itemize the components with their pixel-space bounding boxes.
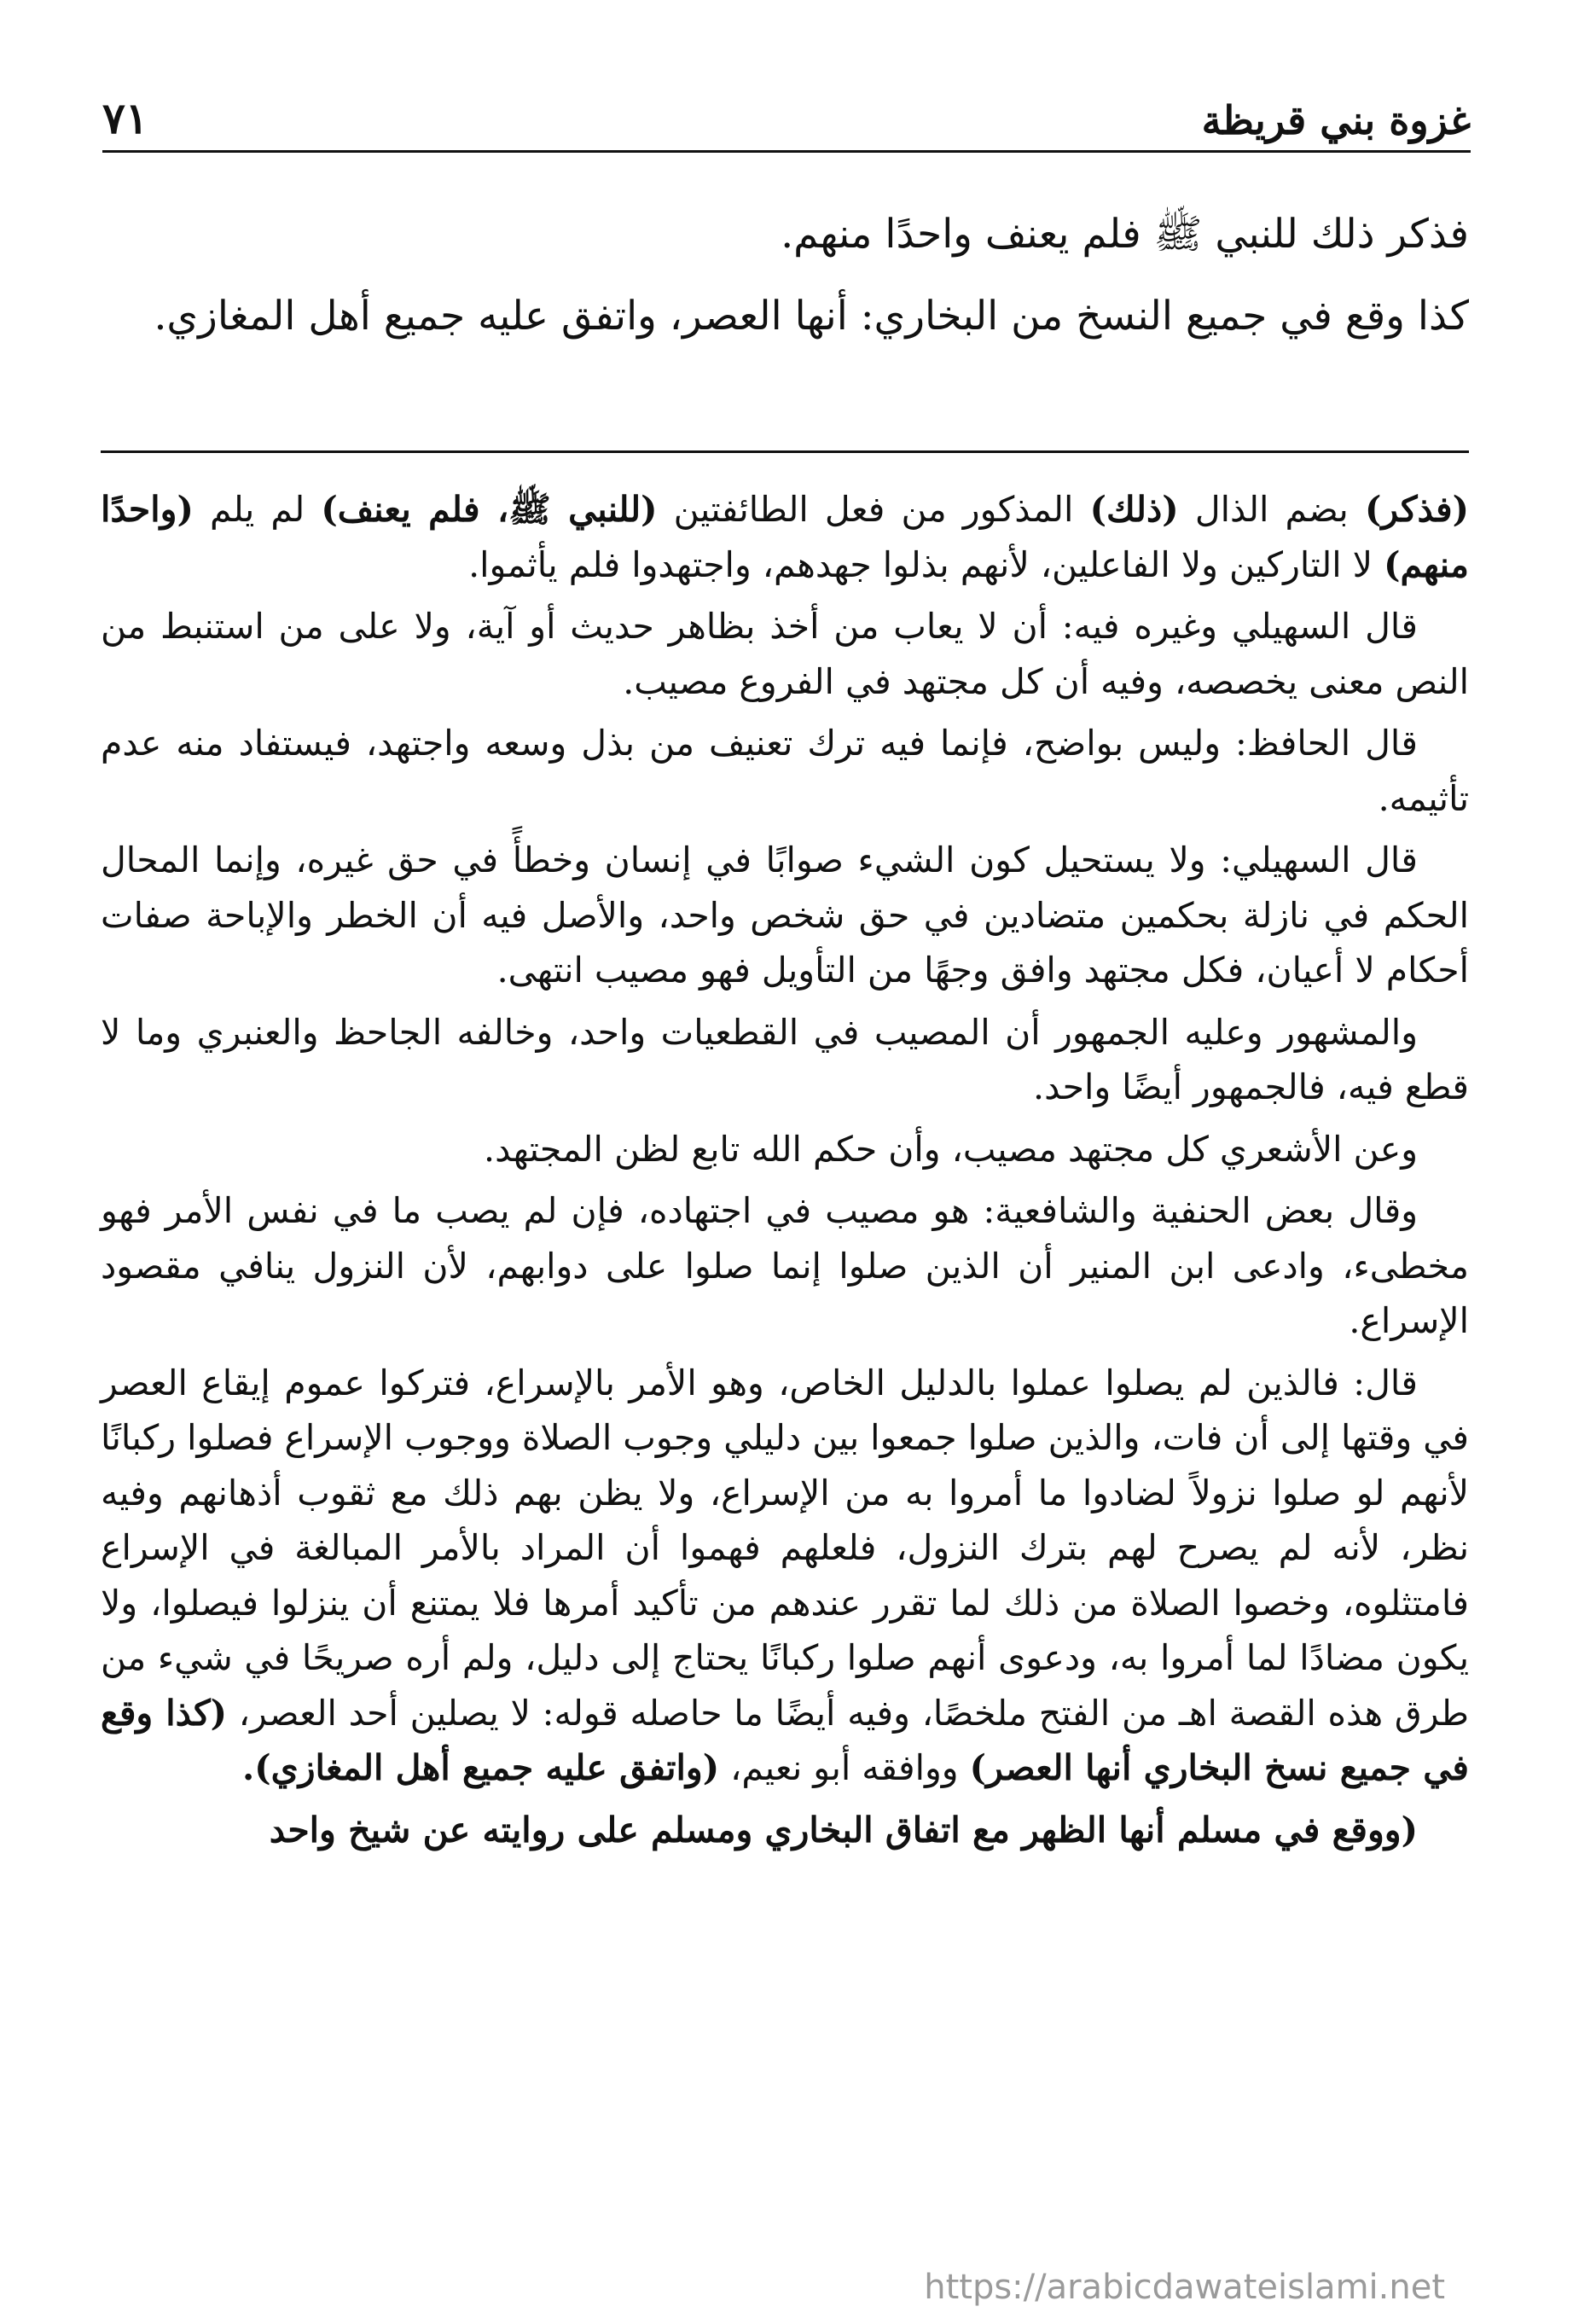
quoted-term: (للنبي ﷺ، فلم يعنف)	[321, 489, 658, 530]
quoted-term: (ذلك)	[1089, 489, 1179, 530]
quoted-term: (فذكر)	[1364, 489, 1470, 530]
watermark-url: https://arabicdawateislami.net	[924, 2268, 1445, 2307]
commentary-span: ووافقه أبو نعيم،	[719, 1747, 970, 1788]
commentary-span: لا التاركين ولا الفاعلين، لأنهم بذلوا جهدهم، واجتهدوا فلم يأثموا.	[468, 543, 1384, 585]
main-text	[101, 196, 1469, 360]
commentary-span: قال: فالذين لم يصلوا عملوا بالدليل الخاص، وهو الأمر بالإسراع، فتركوا عموم إيقاع العصر في وقتها إلى أن فات، والذين صلوا جمعوا بين دليلي وجوب الصلاة ووجوب الإسراع فصلوا ركبانًا لأنهم لو صلوا نزولاً لضادوا ما أمروا به من الإسراع، ولا يظن بهم ذلك مع ثقوب أذهانهم وفيه نظر، لأنه لم يصرح لهم بترك النزول، فلعلهم فهموا أن المراد بالأمر المبالغة في الإسراع فامتثلوه، وخصوا الصلاة من ذلك لما تقرر عندهم من تأكيد أمرها فلا يمتنع أن ينزلوا فيصلوا، ولا يكون مضادًا لما أمروا به، ودعوى أنهم صلوا ركبانًا يحتاج إلى دليل، ولم أره صريحًا في شيء من طرق هذه القصة اهـ من الفتح ملخصًا، وفيه أيضًا ما حاصله قوله: لا يصلين أحد العصر،	[101, 1362, 1469, 1734]
quoted-term: (كذا وقع في جميع نسخ البخاري أنها العصر)	[101, 1692, 1469, 1788]
commentary-paragraph: (ووقع في مسلم أنها الظهر مع اتفاق البخاري ومسلم على روايته عن شيخ واحد	[269, 1809, 1418, 1850]
commentary-span: بضم الذال	[1178, 489, 1365, 530]
commentary-span: لم يلم	[193, 489, 322, 530]
main-text-line: فذكر ذلك للنبي ﷺ فلم يعنف واحدًا منهم.	[781, 211, 1469, 258]
quoted-term: (واتفق عليه جميع أهل المغازي).	[241, 1747, 720, 1788]
section-divider	[101, 450, 1469, 453]
page-header	[102, 67, 1471, 153]
commentary-paragraph	[101, 482, 1469, 592]
main-text-line: كذا وقع في جميع النسخ من البخاري: أنها العصر، واتفق عليه جميع أهل المغازي.	[154, 293, 1469, 340]
commentary-paragraph: قال السهيلي: ولا يستحيل كون الشيء صوابًا في إنسان وخطأً في حق غيره، وإنما المحال الحكم في نازلة بحكمين متضادين في حق شخص واحد، والأصل فيه أن الخطر والإباحة صفات أحكام لا أعيان، فكل مجتهد وافق وجهًا من التأويل فهو مصيب انتهى.	[101, 840, 1469, 991]
quoted-term: (واحدًا منهم)	[101, 489, 1469, 585]
running-title: غزوة بني قريظة	[1201, 97, 1471, 143]
commentary-paragraph	[101, 1356, 1469, 1796]
commentary-paragraph: وعن الأشعري كل مجتهد مصيب، وأن حكم الله تابع لظن المجتهد.	[484, 1128, 1418, 1170]
page-number: ٧١	[102, 93, 148, 143]
commentary-text	[101, 482, 1469, 1864]
commentary-paragraph: قال السهيلي وغيره فيه: أن لا يعاب من أخذ بظاهر حديث أو آية، ولا على من استنبط من النص معنى يخصصه، وفيه أن كل مجتهد في الفروع مصيب.	[101, 606, 1469, 702]
commentary-paragraph: والمشهور وعليه الجمهور أن المصيب في القطعيات واحد، وخالفه الجاحظ والعنبري وما لا قطع فيه، فالجمهور أيضًا واحد.	[101, 1011, 1469, 1107]
commentary-paragraph: قال الحافظ: وليس بواضح، فإنما فيه ترك تعنيف من بذل وسعه واجتهد، فيستفاد منه عدم تأثيمه.	[101, 723, 1469, 819]
commentary-paragraph: وقال بعض الحنفية والشافعية: هو مصيب في اجتهاده، فإن لم يصب ما في نفس الأمر فهو مخطىء، وادعى ابن المنير أن الذين صلوا إنما صلوا على دوابهم، لأن النزول ينافي مقصود الإسراع.	[101, 1190, 1469, 1341]
commentary-span: المذكور من فعل الطائفتين	[657, 489, 1090, 530]
